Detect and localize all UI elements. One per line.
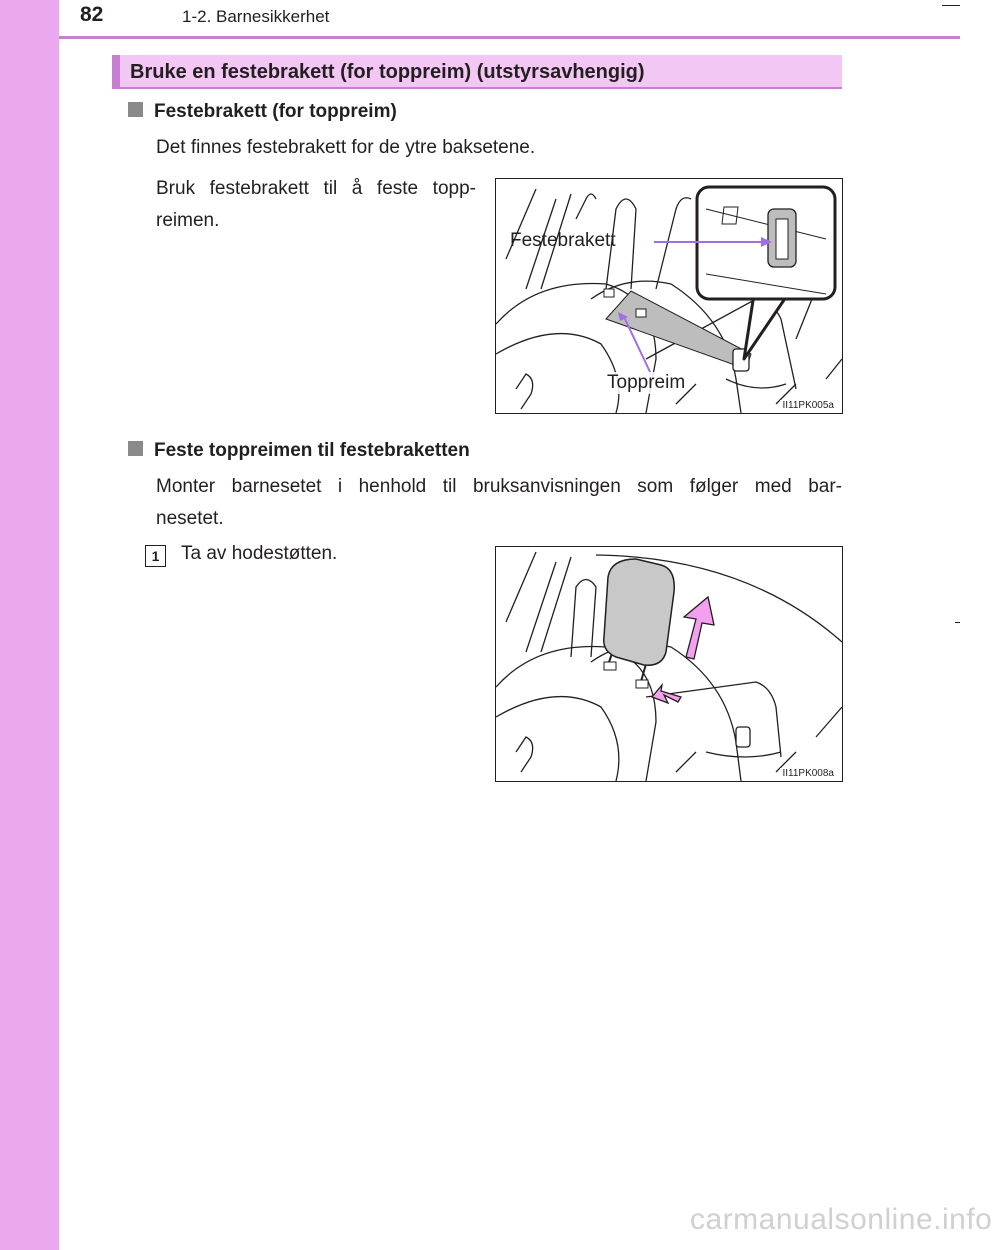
- header-rule: [59, 36, 960, 39]
- paragraph: Det finnes festebrakett for de ytre baksetene.: [156, 137, 536, 158]
- square-bullet-icon: [128, 102, 143, 117]
- section-title: Bruke en festebrakett (for toppreim) (utstyrsavhengig): [130, 61, 645, 83]
- label-festebrakett: Festebrakett: [510, 230, 616, 251]
- square-bullet-icon: [128, 441, 143, 456]
- page-number: 82: [80, 3, 104, 26]
- subheading-attach: [128, 440, 470, 462]
- subheading-text: Festebrakett (for toppreim): [154, 101, 397, 122]
- paragraph-justified: [156, 471, 842, 535]
- page-sidebar-tab: [0, 0, 59, 1250]
- figure-code: II11PK005a: [782, 400, 834, 411]
- page-header: [0, 0, 960, 36]
- paragraph-line: Bruk festebrakett til å feste topp-: [156, 178, 476, 199]
- section-title-bar: [112, 55, 842, 89]
- subheading-bracket: [128, 101, 397, 123]
- step-number-badge: 1: [145, 545, 166, 567]
- figure-code: II11PK008a: [782, 768, 834, 779]
- chapter-title: 1-2. Barnesikkerhet: [182, 7, 330, 26]
- label-toppreim: Toppreim: [607, 372, 686, 393]
- paragraph-line: nesetet.: [156, 508, 224, 529]
- paragraph-line: Monter barnesetet i henhold til bruksanvisningen som følger med bar-: [156, 476, 842, 497]
- paragraph-line: reimen.: [156, 210, 220, 231]
- illustration-headrest: [496, 547, 842, 781]
- crop-mark: [955, 622, 960, 623]
- paragraph-justified: [156, 173, 476, 237]
- watermark: carmanualsonline.info: [690, 1203, 992, 1236]
- figure-remove-headrest: [495, 546, 843, 782]
- subheading-text: Feste toppreimen til festebraketten: [154, 440, 470, 461]
- crop-mark: [942, 5, 960, 6]
- step-text: Ta av hodestøtten.: [181, 543, 338, 564]
- figure-tether-bracket: [495, 178, 843, 414]
